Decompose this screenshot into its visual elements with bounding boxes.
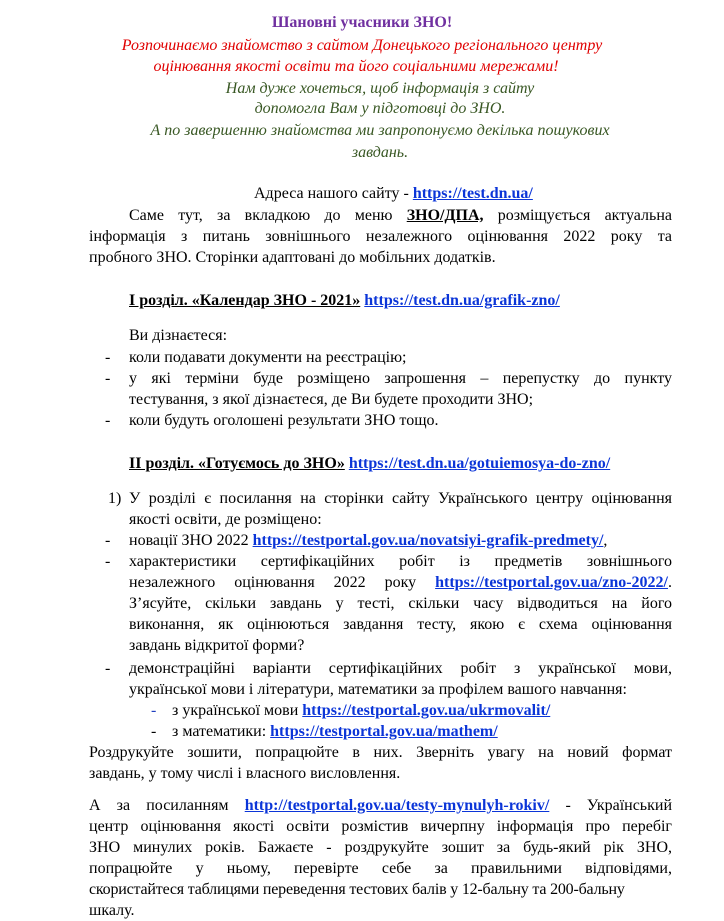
zno-2022-link[interactable]: https://testportal.gov.ua/zno-2022/ <box>435 574 668 591</box>
bullet-dash: - <box>105 660 111 677</box>
greeting-green-line-3: А по завершенню знайомства ми запропонуємо декілька пошукових <box>150 122 610 139</box>
final-line-2: центр оцінювання якості освіти розмістив вичерпну інформація про перебіг <box>89 818 672 835</box>
site-address <box>254 183 533 204</box>
section2-item-2-line-5: завдань відкритої форми? <box>129 637 305 654</box>
section1-item-1: коли подавати документи на реєстрацію; <box>129 349 407 366</box>
section2-item-1 <box>129 530 607 551</box>
site-paragraph-text-b: розміщується актуальна <box>483 207 672 224</box>
final-text-b: - Український <box>549 797 673 814</box>
section2-item-3-line-1: демонстраційні варіанти сертифікаційних робіт з української мови, <box>129 660 672 677</box>
section2-item-2-text: незалежного оцінювання 2022 року <box>129 574 436 591</box>
section2-item-2-tail: . <box>668 574 672 591</box>
site-address-link[interactable]: https://test.dn.ua/ <box>412 185 533 202</box>
bullet-dash: - <box>105 532 111 549</box>
sub-item-2-text: з математики: <box>172 723 271 740</box>
greeting-red-line-2: оцінювання якості освіти та його соціальними мережами! <box>153 58 559 75</box>
bullet-dash: - <box>105 370 111 387</box>
site-paragraph-text-a: Саме тут, за вкладкою до меню <box>129 207 407 224</box>
site-paragraph-line-3: пробного ЗНО. Сторінки адаптовані до мобільних додатків. <box>89 249 496 266</box>
section2-item-1-tail: , <box>603 532 608 549</box>
sub-bullet-dash: - <box>151 723 157 740</box>
section1-intro: Ви дізнаєтеся: <box>129 327 228 344</box>
greeting-title: Шановні учасники ЗНО! <box>271 14 453 31</box>
bullet-dash: - <box>105 553 111 570</box>
bullet-dash: - <box>105 412 111 429</box>
final-line-5: скористайтеся таблицями переведення тестових балів у 12-бальну та 200-бальну <box>89 881 625 898</box>
site-paragraph-line-2: інформація з питань зовнішнього незалежного оцінювання 2022 року та <box>89 228 672 245</box>
section1-item-2-cont: тестування, з якої дізнаєтеся, де Ви будете проходити ЗНО; <box>129 391 534 408</box>
section2-item-2-line-4: виконання, як оцінюються завдання тесту, якою є схема оцінювання <box>129 616 672 633</box>
section2-heading: ІІ розділ. «Готуємось до ЗНО» <box>129 455 345 472</box>
section2-after-line-1: Роздрукуйте зошити, попрацюйте в них. Зверніть увагу на новий формат <box>89 744 672 761</box>
greeting-green-line-2: допомогла Вам у підготовці до ЗНО. <box>254 100 506 117</box>
menu-zno-dpa: ЗНО/ДПА, <box>406 207 484 224</box>
bullet-dash: - <box>105 349 111 366</box>
section2-heading-line <box>129 453 610 474</box>
section1-item-3: коли будуть оголошені результати ЗНО тощо. <box>129 412 439 429</box>
section1-heading: І розділ. «Календар ЗНО - 2021» <box>129 292 361 309</box>
sub-bullet-dash: - <box>151 702 157 719</box>
section1-item-2: у які терміни буде розміщено запрошення – перепустку до пункту <box>129 370 672 387</box>
section2-item-2-line-1: характеристики сертифікаційних робіт із предметів зовнішнього <box>129 553 672 570</box>
site-paragraph-line-1 <box>89 205 672 226</box>
final-line-3: ЗНО минулих років. Бажаєте - роздрукуйте зошит за будь-який рік ЗНО, <box>89 839 672 856</box>
section2-after-line-2: завдань, у тому числі і власного висловлення. <box>89 765 401 782</box>
site-address-label: Адреса нашого сайту - <box>254 185 413 202</box>
section2-sub-item-1 <box>172 700 550 721</box>
section1-link[interactable]: https://test.dn.ua/grafik-zno/ <box>364 292 560 309</box>
final-line-4: попрацюйте у ньому, перевірте себе за правильними відповідями, <box>89 860 672 877</box>
final-text-a: А за посиланням <box>89 797 245 814</box>
section2-item-1-text: новації ЗНО 2022 <box>129 532 253 549</box>
section2-paragraph-line-2: якості освіти, де розміщено: <box>129 511 322 528</box>
final-line-6: шкалу. <box>89 902 135 919</box>
section2-sub-item-2 <box>172 721 498 742</box>
greeting-red-line-1: Розпочинаємо знайомство з сайтом Донецького регіонального центру <box>121 37 603 54</box>
section2-number: 1) <box>108 490 122 507</box>
testy-mynulyh-rokiv-link[interactable]: http://testportal.gov.ua/testy-mynulyh-rokiv/ <box>244 797 550 814</box>
greeting-green-line-1: Нам дуже хочеться, щоб інформація з сайту <box>225 80 535 97</box>
novatsiyi-link[interactable]: https://testportal.gov.ua/novatsiyi-grafik-predmety/ <box>252 532 604 549</box>
section2-paragraph-line-1: У розділі є посилання на сторінки сайту Українського центру оцінювання <box>129 490 672 507</box>
greeting-green-line-4: завдань. <box>351 144 409 161</box>
final-line-1 <box>89 795 672 816</box>
section2-item-2-line-3: З’ясуйте, скільки завдань у тесті, скільки часу відводиться на його <box>129 595 672 612</box>
section2-item-3-line-2: української мови і літератури, математики за профілем вашого навчання: <box>129 681 627 698</box>
ukrmovalit-link[interactable]: https://testportal.gov.ua/ukrmovalit/ <box>302 702 551 719</box>
mathem-link[interactable]: https://testportal.gov.ua/mathem/ <box>270 723 498 740</box>
sub-item-1-text: з української мови <box>172 702 303 719</box>
section2-item-2-line-2 <box>129 572 672 593</box>
section2-link[interactable]: https://test.dn.ua/gotuiemosya-do-zno/ <box>348 455 611 472</box>
section1-heading-line <box>129 290 560 311</box>
